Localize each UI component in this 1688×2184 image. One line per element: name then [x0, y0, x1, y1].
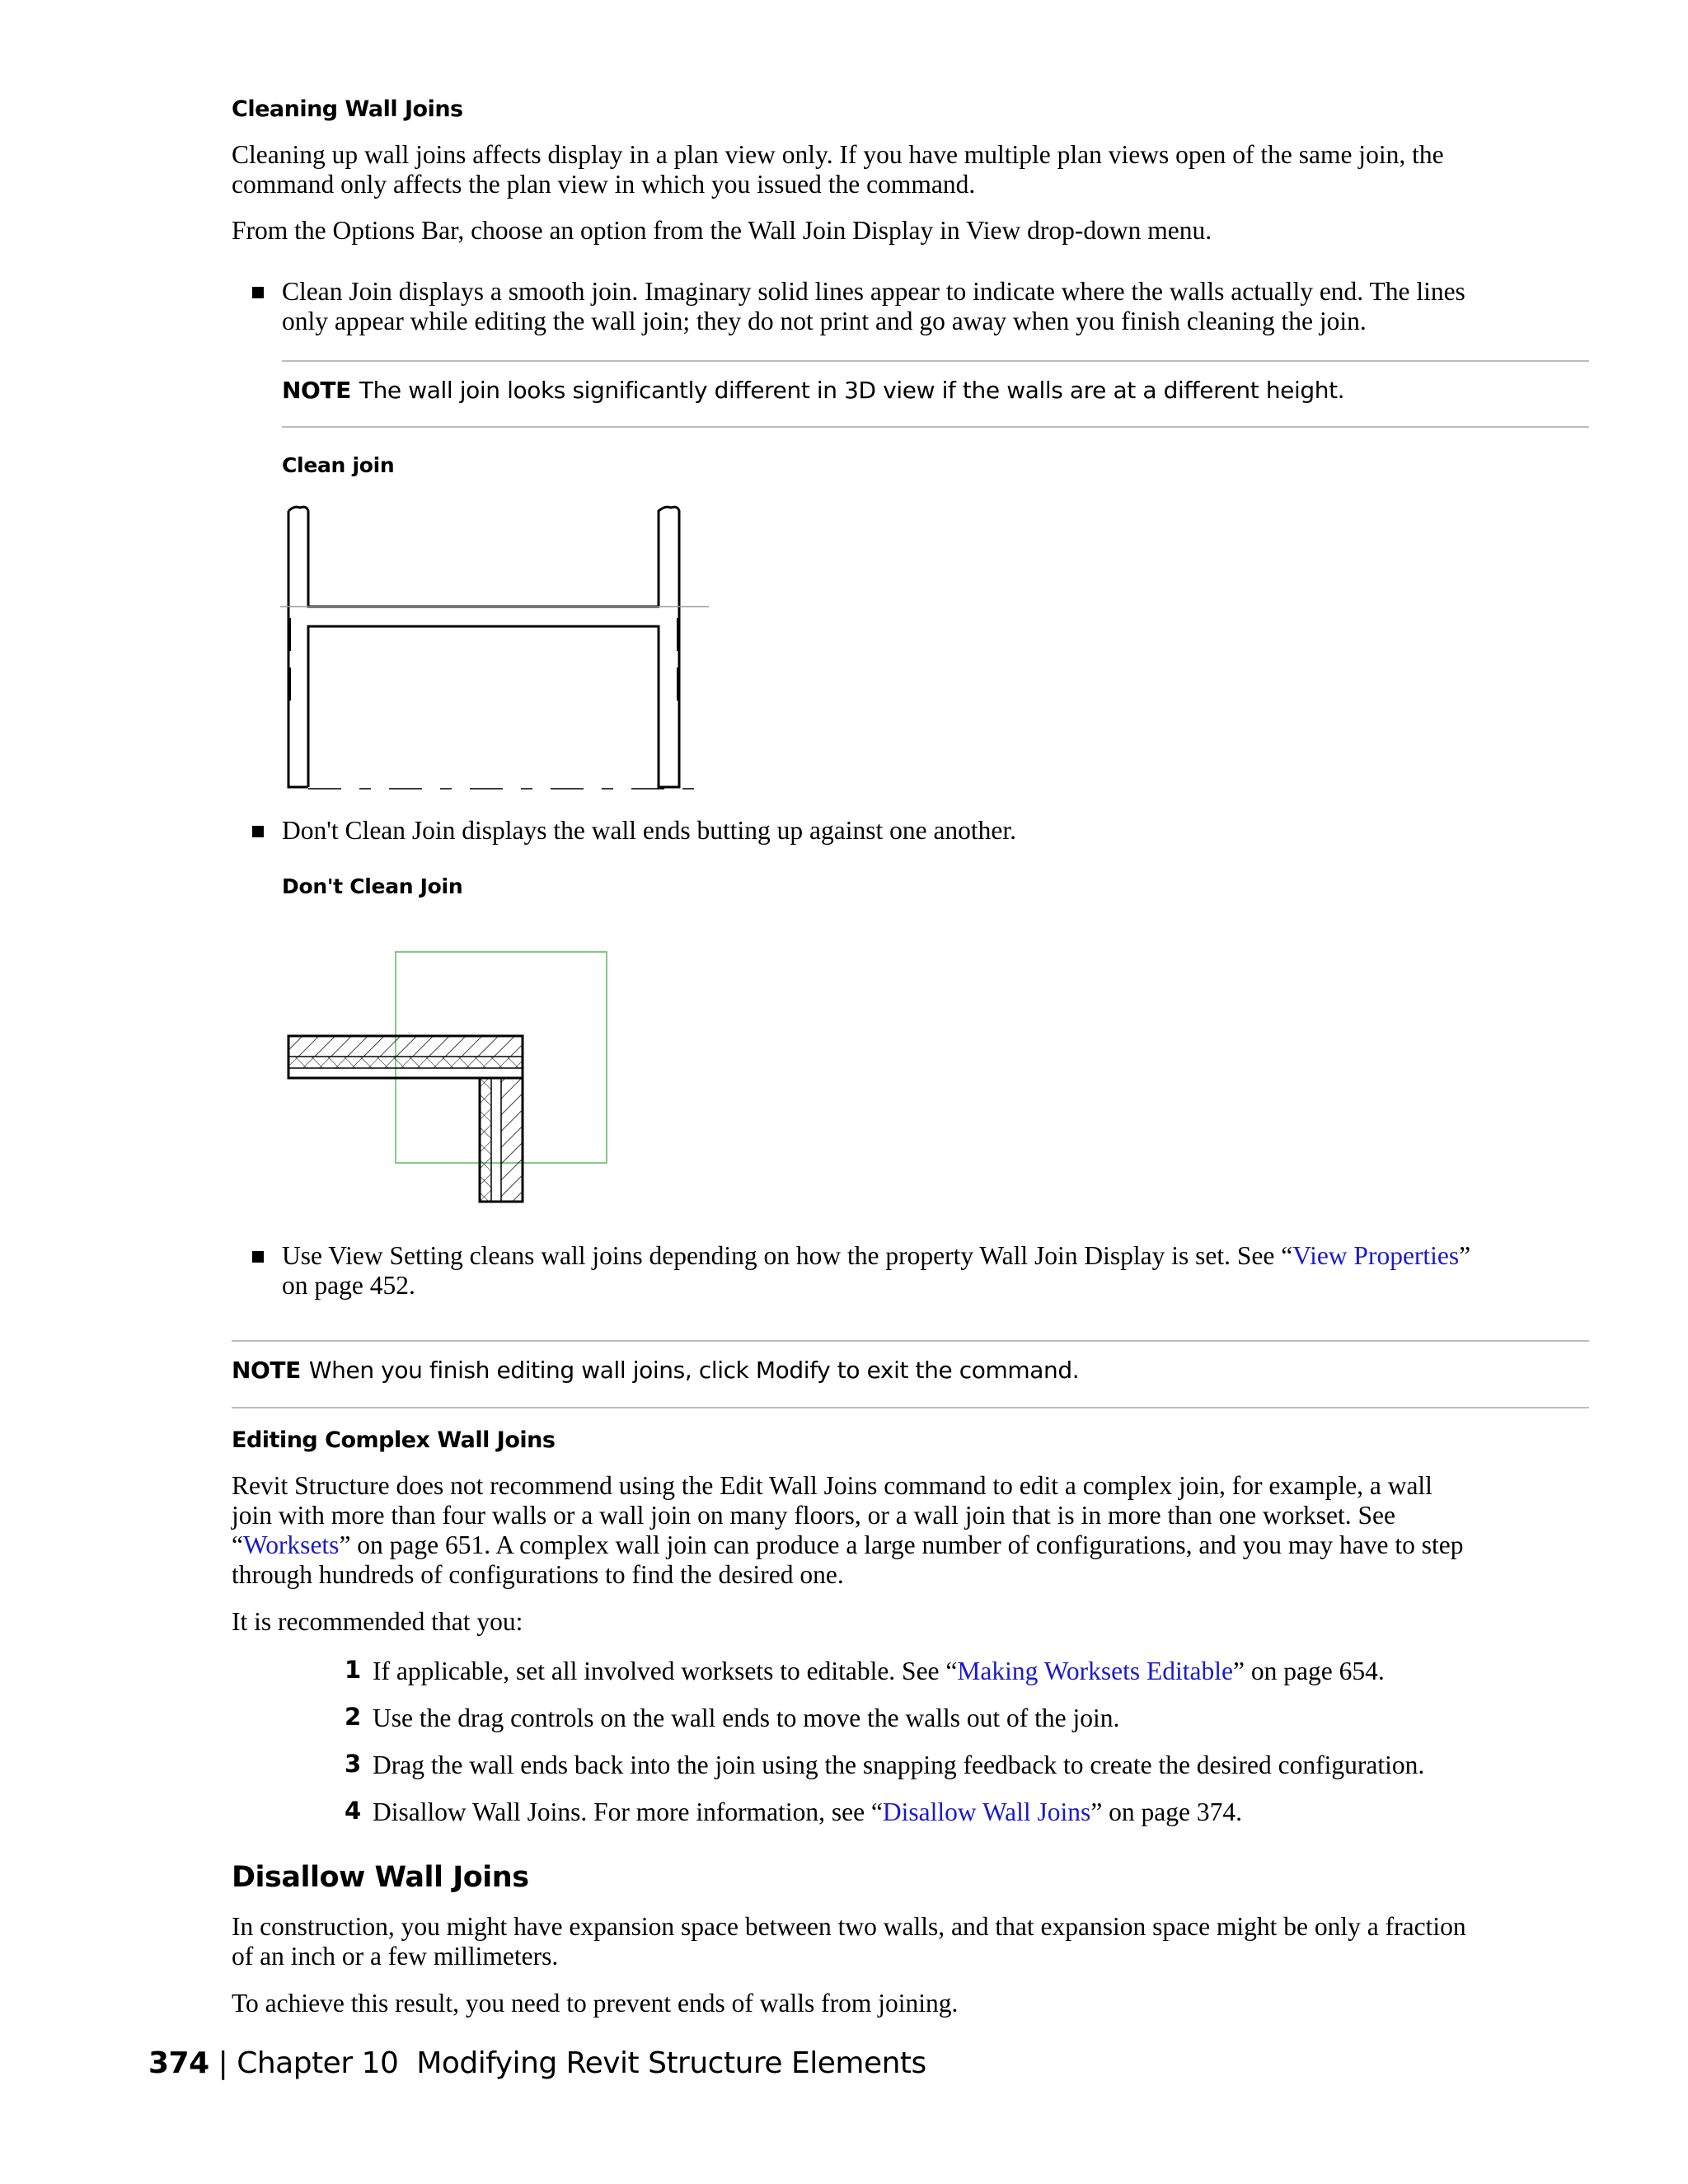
- bullet-clean-join: [282, 277, 1601, 336]
- note-text: When you finish editing wall joins, click Modify to exit the command.: [308, 1357, 1080, 1384]
- text-line: “: [232, 1530, 243, 1559]
- text-line: on page 452.: [282, 1271, 415, 1300]
- text-line: Cleaning up wall joins affects display in a plan view only. If you have multiple plan views open of the same join, the: [232, 140, 1444, 169]
- bullet-dont-clean-join: Don't Clean Join displays the wall ends butting up against one another.: [282, 816, 1017, 845]
- cleaning-paragraph-2: From the Options Bar, choose an option from the Wall Join Display in View drop-down menu.: [232, 216, 1212, 245]
- bullet-marker: [252, 287, 264, 298]
- section-heading-complex: Editing Complex Wall Joins: [232, 1427, 556, 1453]
- text-line: only appear while editing the wall join; they do not print and go away when you finish cleaning the join.: [282, 307, 1367, 335]
- footer-chapter-title: Modifying Revit Structure Elements: [416, 2046, 926, 2080]
- note-divider: [282, 360, 1589, 362]
- step-item: [373, 1797, 1242, 1827]
- text-line: ” on page 374.: [1090, 1797, 1243, 1826]
- note-divider: [232, 1407, 1589, 1408]
- step-item: [373, 1657, 1385, 1686]
- step-number: 2: [345, 1703, 362, 1731]
- note-3d-view: [282, 377, 1344, 404]
- text-line: In construction, you might have expansion space between two walls, and that expansion space might be only a fraction: [232, 1912, 1466, 1941]
- link-disallow-wall-joins[interactable]: Disallow Wall Joins: [882, 1797, 1091, 1826]
- text-line: ” on page 651. A complex wall join can produce a large number of configurations, and you may have to step: [339, 1530, 1464, 1559]
- note-text: The wall join looks significantly different in 3D view if the walls are at a different height.: [359, 377, 1345, 404]
- step-number: 4: [345, 1797, 362, 1825]
- note-divider: [232, 1340, 1589, 1342]
- link-view-properties[interactable]: View Properties: [1292, 1241, 1460, 1270]
- link-making-worksets-editable[interactable]: Making Worksets Editable: [957, 1657, 1233, 1685]
- bullet-marker: [252, 826, 264, 837]
- cleaning-paragraph-1: [232, 140, 1592, 199]
- bullet-use-view-setting: [282, 1241, 1601, 1301]
- clean-join-figure: [272, 503, 717, 799]
- text-line: command only affects the plan view in which you issued the command.: [232, 170, 976, 199]
- section-heading-cleaning: Cleaning Wall Joins: [232, 96, 463, 122]
- figure-caption-clean-join: Clean join: [282, 453, 395, 477]
- text-line: of an inch or a few millimeters.: [232, 1942, 559, 1971]
- text-line: Clean Join displays a smooth join. Imaginary solid lines appear to indicate where the walls actually end. The lines: [282, 277, 1465, 306]
- note-label: NOTE: [232, 1357, 301, 1384]
- page-footer: [148, 2046, 926, 2080]
- footer-separator: |: [218, 2046, 228, 2080]
- disallow-paragraph-2: To achieve this result, you need to prevent ends of walls from joining.: [232, 1989, 959, 2018]
- footer-chapter: Chapter 10: [237, 2046, 399, 2080]
- note-modify: [232, 1357, 1079, 1384]
- bullet-marker: [252, 1251, 264, 1263]
- text-line: ”: [1459, 1241, 1471, 1270]
- text-line: Disallow Wall Joins. For more information, see “: [373, 1797, 883, 1826]
- note-label: NOTE: [282, 377, 351, 404]
- step-item: Drag the wall ends back into the join using the snapping feedback to create the desired configuration.: [373, 1750, 1425, 1779]
- step-number: 3: [345, 1750, 362, 1778]
- disallow-paragraph-1: [232, 1912, 1600, 1971]
- complex-paragraph-2: It is recommended that you:: [232, 1607, 523, 1636]
- text-line: through hundreds of configurations to find the desired one.: [232, 1560, 844, 1589]
- step-number: 1: [345, 1656, 362, 1684]
- section-heading-disallow: Disallow Wall Joins: [232, 1861, 529, 1894]
- page-number: 374: [148, 2046, 209, 2080]
- dont-clean-join-figure: [280, 944, 618, 1216]
- figure-caption-dont-clean-join: Don't Clean Join: [282, 874, 463, 898]
- text-line: Use View Setting cleans wall joins depending on how the property Wall Join Display is set. See “: [282, 1241, 1293, 1270]
- link-worksets[interactable]: Worksets: [242, 1530, 340, 1559]
- text-line: If applicable, set all involved worksets to editable. See “: [373, 1657, 958, 1685]
- complex-paragraph-1: [232, 1471, 1600, 1590]
- text-line: ” on page 654.: [1233, 1657, 1385, 1685]
- text-line: join with more than four walls or a wall join on many floors, or a wall join that is in more than one workset. See: [232, 1501, 1395, 1530]
- text-line: Revit Structure does not recommend using the Edit Wall Joins command to edit a complex join, for example, a wall: [232, 1471, 1432, 1500]
- note-divider: [282, 426, 1589, 428]
- step-item: Use the drag controls on the wall ends to move the walls out of the join.: [373, 1704, 1120, 1732]
